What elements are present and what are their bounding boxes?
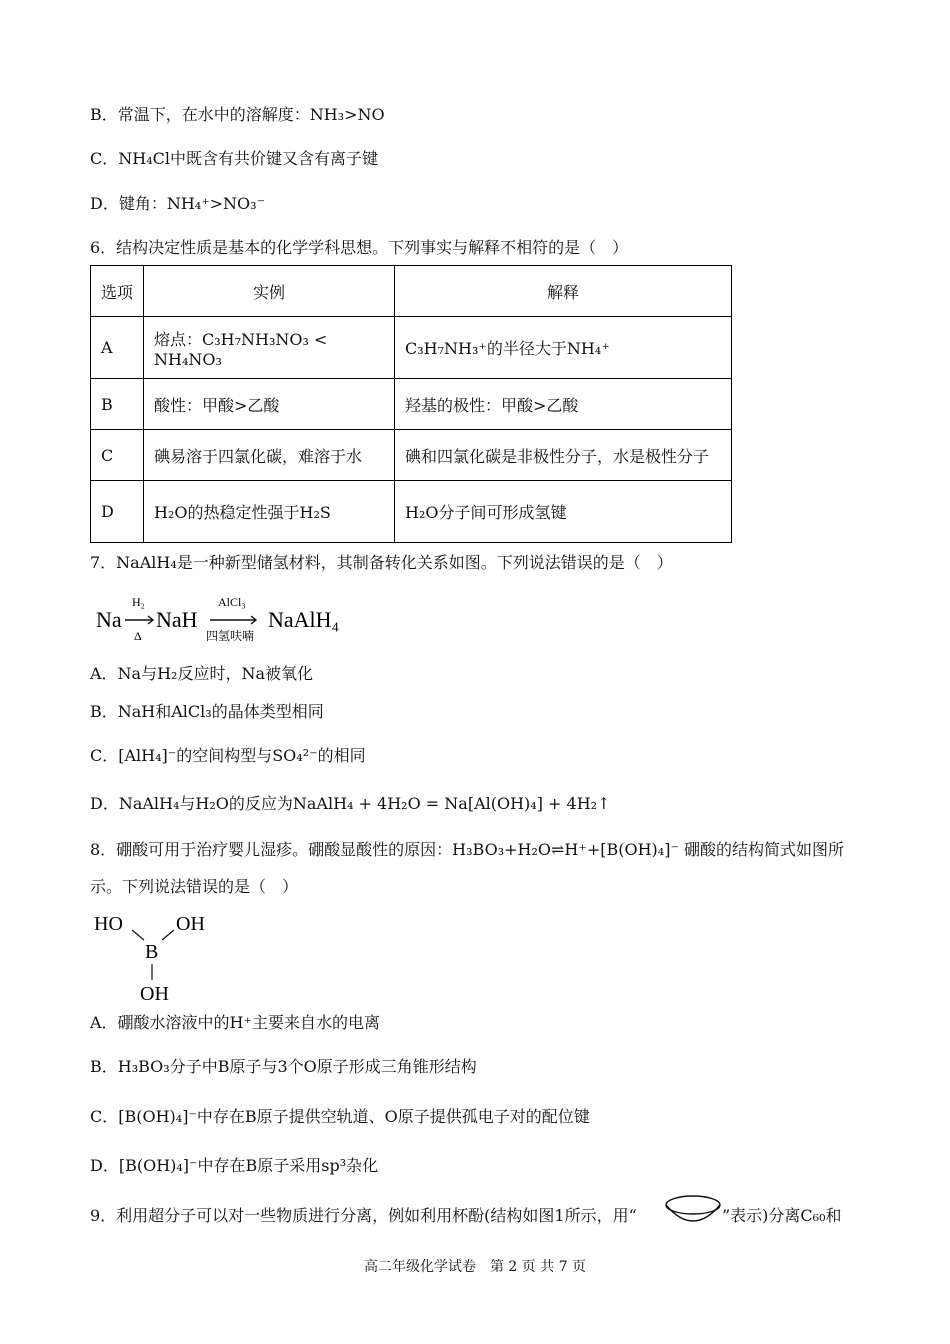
arrow1-top: H₂ [132, 595, 145, 609]
bond-right [162, 930, 174, 940]
bond-left [132, 930, 144, 940]
table-header-row [91, 266, 732, 317]
label-b: B [145, 941, 159, 963]
header-option: 选项 [91, 266, 144, 317]
q5-option-d: D．键角：NH₄⁺>NO₃⁻ [90, 194, 266, 213]
reaction-scheme-svg [96, 594, 366, 644]
calixarene-bowl-icon [664, 1193, 722, 1231]
label-ho: HO [94, 913, 123, 935]
q8-option-c: C．[B(OH)₄]⁻中存在B原子提供空轨道、O原子提供孤电子对的配位键 [90, 1107, 590, 1126]
row-explain: 碘和四氯化碳是非极性分子，水是极性分子 [395, 430, 732, 481]
q7-option-c: C．[AlH₄]⁻的空间构型与SO₄²⁻的相同 [90, 746, 366, 765]
q6-table [90, 265, 732, 543]
row-explain: H₂O分子间可形成氢键 [395, 481, 732, 543]
q7-reaction-scheme [96, 594, 366, 649]
header-fact: 实例 [144, 266, 395, 317]
species-naalh4: NaAlH₄ [268, 607, 340, 632]
species-na: Na [96, 607, 122, 632]
species-nah: NaH [156, 607, 198, 632]
row-fact: 碘易溶于四氯化碳，难溶于水 [144, 430, 395, 481]
q7-option-b: B．NaH和AlCl₃的晶体类型相同 [90, 702, 324, 721]
arrow2-bottom: 四氢呋喃 [206, 629, 255, 643]
page-footer: 高二年级化学试卷 第 2 页 共 7 页 [363, 1259, 587, 1275]
arrow1-bottom: Δ [134, 629, 142, 643]
q9-stem-part1: 9．利用超分子可以对一些物质进行分离，例如利用杯酚(结构如图1所示，用“ [90, 1206, 637, 1225]
row-option: D [91, 481, 144, 543]
row-fact: H₂O的热稳定性强于H₂S [144, 481, 395, 543]
row-explain: C₃H₇NH₃⁺的半径大于NH₄⁺ [395, 317, 732, 379]
row-option: B [91, 379, 144, 430]
row-option: C [91, 430, 144, 481]
q8-stem-line1: 8．硼酸可用于治疗婴儿湿疹。硼酸显酸性的原因：H₃BO₃+H₂O⇌H⁺+[B(OH)₄]⁻ 硼酸的结构简式如图所 [90, 840, 844, 859]
q7-option-a: A．Na与H₂反应时，Na被氧化 [90, 664, 314, 683]
q8-option-a: A．硼酸水溶液中的H⁺主要来自水的电离 [90, 1013, 380, 1032]
row-fact: 酸性：甲酸>乙酸 [144, 379, 395, 430]
q8-stem-line2: 示。下列说法错误的是（ ） [90, 877, 299, 896]
q5-option-b: B．常温下，在水中的溶解度：NH₃>NO [90, 105, 385, 124]
q8-option-b: B．H₃BO₃分子中B原子与3个O原子形成三角锥形结构 [90, 1057, 477, 1076]
label-oh-right: OH [176, 913, 205, 935]
table-row [91, 379, 732, 430]
boric-acid-svg [94, 908, 224, 1004]
row-fact: 熔点：C₃H₇NH₃NO₃ < NH₄NO₃ [144, 317, 395, 379]
table-row [91, 481, 732, 543]
q7-stem: 7．NaAlH₄是一种新型储氢材料，其制备转化关系如图。下列说法错误的是（ ） [90, 553, 673, 572]
label-oh-bottom: OH [140, 983, 169, 1004]
arrow2-top: AlCl₃ [218, 595, 246, 609]
q7-option-d: D．NaAlH₄与H₂O的反应为NaAlH₄ + 4H₂O = Na[Al(OH)₄] + 4H₂↑ [90, 794, 611, 813]
row-explain: 羟基的极性：甲酸>乙酸 [395, 379, 732, 430]
table-row [91, 317, 732, 379]
q8-option-d: D．[B(OH)₄]⁻中存在B原子采用sp³杂化 [90, 1156, 379, 1175]
table-row [91, 430, 732, 481]
q9-stem-part2: ”表示)分离C₆₀和 [722, 1206, 842, 1225]
row-option: A [91, 317, 144, 379]
header-explain: 解释 [395, 266, 732, 317]
boric-acid-structure [94, 908, 224, 1008]
q5-option-c: C．NH₄Cl中既含有共价键又含有离子键 [90, 149, 378, 168]
q6-stem: 6．结构决定性质是基本的化学学科思想。下列事实与解释不相符的是（ ） [90, 238, 629, 257]
